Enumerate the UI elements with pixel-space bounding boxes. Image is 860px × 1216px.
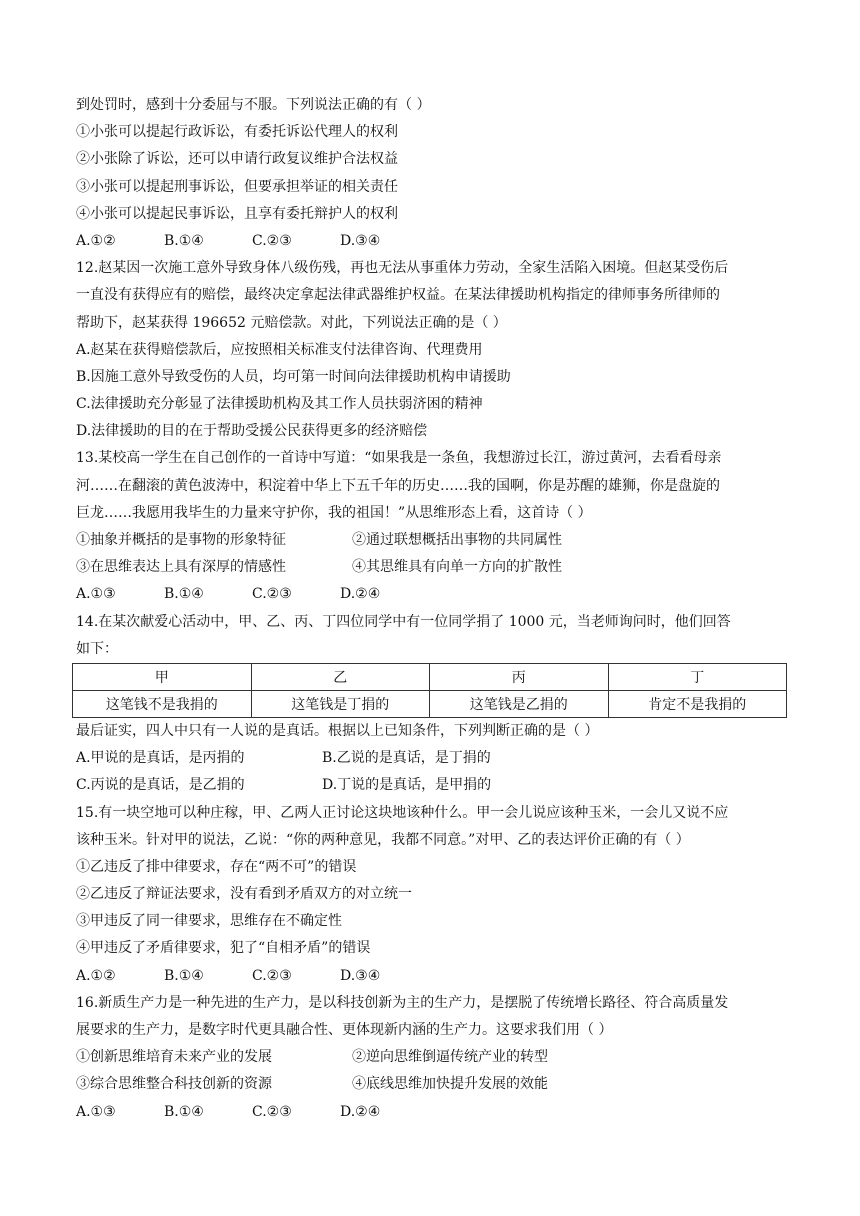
q14-header-jia: 甲 bbox=[73, 663, 252, 690]
q14-stem-line-1: 14.在某次献爱心活动中，甲、乙、丙、丁四位同学中有一位同学捐了 1000 元，当老师询问时，他们回答 bbox=[76, 613, 731, 630]
q13-item-4: ④其思维具有向单一方向的扩散性 bbox=[352, 559, 562, 576]
q13-option-a: A.①③ bbox=[76, 586, 116, 603]
q14-option-b: B.乙说的是真话，是丁捐的 bbox=[322, 750, 491, 767]
q14-header-yi: 乙 bbox=[251, 663, 430, 690]
q15-item-1: ①乙违反了排中律要求，存在“两不可”的错误 bbox=[76, 858, 357, 875]
q13-stem-line-2: 河……在翻滚的黄色波涛中，积淀着中华上下五千年的历史……我的国啊，你是苏醒的雄狮，你是盘旋的 bbox=[76, 477, 720, 494]
q13-option-b: B.①④ bbox=[164, 586, 204, 603]
q13-options bbox=[76, 581, 791, 608]
q14-options-row-2 bbox=[76, 772, 791, 799]
q12-option-d: D.法律援助的目的在于帮助受援公民获得更多的经济赔偿 bbox=[76, 423, 428, 440]
q16-option-b: B.①④ bbox=[164, 1103, 204, 1120]
q12-option-b: B.因施工意外导致受伤的人员，均可第一时间向法律援助机构申请援助 bbox=[76, 368, 511, 385]
exam-content bbox=[76, 92, 791, 1126]
q16-items-row-2 bbox=[76, 1071, 791, 1098]
q11-option-a: A.①② bbox=[76, 232, 116, 249]
q16-option-a: A.①③ bbox=[76, 1103, 116, 1120]
q11-option-c: C.②③ bbox=[252, 232, 292, 249]
q12-option-c: C.法律援助充分彰显了法律援助机构及其工作人员扶弱济困的精神 bbox=[76, 396, 483, 413]
q15-option-b: B.①④ bbox=[164, 967, 204, 984]
q15-option-c: C.②③ bbox=[252, 967, 292, 984]
q11-option-d: D.③④ bbox=[340, 232, 381, 249]
q16-option-d: D.②④ bbox=[340, 1103, 381, 1120]
q15-stem-line-1: 15.有一块空地可以种庄稼，甲、乙两人正讨论这块地该种什么。甲一会儿说应该种玉米，一会儿又说不应 bbox=[76, 804, 729, 821]
q13-option-c: C.②③ bbox=[252, 586, 292, 603]
q14-option-a: A.甲说的是真话，是丙捐的 bbox=[76, 750, 245, 767]
q12-stem-line-2: 一直没有获得应有的赔偿，最终决定拿起法律武器维护权益。在某法律援助机构指定的律师事务所律师的 bbox=[76, 287, 720, 304]
q14-table-answer-row bbox=[73, 690, 787, 717]
q12-option-a: A.赵某在获得赔偿款后，应按照相关标准支付法律咨询、代理费用 bbox=[76, 341, 483, 358]
q13-item-3: ③在思维表达上具有深厚的情感性 bbox=[76, 559, 286, 576]
q14-stem-line-2: 如下： bbox=[76, 640, 118, 657]
q15-item-2: ②乙违反了辩证法要求，没有看到矛盾双方的对立统一 bbox=[76, 886, 412, 903]
q14-header-bing: 丙 bbox=[430, 663, 609, 690]
q11-item-2: ②小张除了诉讼，还可以申请行政复议维护合法权益 bbox=[76, 151, 398, 168]
q16-item-3: ③综合思维整合科技创新的资源 bbox=[76, 1076, 272, 1093]
q13-items-row-2 bbox=[76, 554, 791, 581]
q13-stem-line-1: 13.某校高一学生在自己创作的一首诗中写道：“如果我是一条鱼，我想游过长江，游过黄河，去看看母亲 bbox=[76, 450, 722, 467]
q14-header-ding: 丁 bbox=[608, 663, 787, 690]
q14-answer-yi: 这笔钱是丁捐的 bbox=[251, 690, 430, 717]
q14-answer-bing: 这笔钱是乙捐的 bbox=[430, 690, 609, 717]
q11-option-b: B.①④ bbox=[164, 232, 204, 249]
q16-options bbox=[76, 1099, 791, 1126]
q13-stem-line-3: 巨龙……我愿用我毕生的力量来守护你，我的祖国！”从思维形态上看，这首诗（ ） bbox=[76, 504, 592, 521]
q14-answer-jia: 这笔钱不是我捐的 bbox=[73, 690, 252, 717]
q15-options bbox=[76, 963, 791, 990]
q16-item-2: ②逆向思维倒逼传统产业的转型 bbox=[352, 1049, 548, 1066]
q11-options bbox=[76, 228, 791, 255]
q15-option-d: D.③④ bbox=[340, 967, 381, 984]
q15-option-a: A.①② bbox=[76, 967, 116, 984]
q13-item-1: ①抽象并概括的是事物的形象特征 bbox=[76, 532, 286, 548]
q11-item-1: ①小张可以提起行政诉讼，有委托诉讼代理人的权利 bbox=[76, 124, 398, 141]
q14-option-c: C.丙说的是真话，是乙捐的 bbox=[76, 777, 245, 794]
q16-stem-line-1: 16.新质生产力是一种先进的生产力，是以科技创新为主的生产力，是摆脱了传统增长路径、符合高质量发 bbox=[76, 994, 729, 1011]
q15-item-4: ④甲违反了矛盾律要求，犯了“自相矛盾”的错误 bbox=[76, 940, 371, 957]
q15-stem-line-2: 该种玉米。针对甲的说法，乙说：“你的两种意见，我都不同意。”对甲、乙的表达评价正确的有（ ） bbox=[76, 831, 690, 848]
q14-answer-ding: 肯定不是我捐的 bbox=[608, 690, 787, 717]
q12-stem-line-1: 12.赵某因一次施工意外导致身体八级伤残，再也无法从事重体力劳动，全家生活陷入困境。但赵某受伤后 bbox=[76, 260, 729, 277]
q11-stem-continuation: 到处罚时，感到十分委屈与不服。下列说法正确的有（ ） bbox=[76, 97, 431, 113]
q11-item-4: ④小张可以提起民事诉讼，且享有委托辩护人的权利 bbox=[76, 205, 398, 222]
q16-items-row-1 bbox=[76, 1044, 791, 1071]
q15-item-3: ③甲违反了同一律要求，思维存在不确定性 bbox=[76, 913, 342, 930]
q14-options-row-1 bbox=[76, 745, 791, 772]
q16-option-c: C.②③ bbox=[252, 1103, 292, 1120]
q14-stem-after: 最后证实，四人中只有一人说的是真话。根据以上已知条件，下列判断正确的是（ ） bbox=[76, 722, 599, 739]
q14-option-d: D.丁说的是真话，是甲捐的 bbox=[322, 777, 492, 794]
q13-items-row-1 bbox=[76, 527, 791, 554]
q13-option-d: D.②④ bbox=[340, 586, 381, 603]
q16-item-1: ①创新思维培育未来产业的发展 bbox=[76, 1049, 272, 1066]
q11-item-3: ③小张可以提起刑事诉讼，但要承担举证的相关责任 bbox=[76, 178, 398, 195]
q14-answer-table bbox=[72, 663, 787, 718]
q12-stem-line-3: 帮助下，赵某获得 196652 元赔偿款。对此，下列说法正确的是（ ） bbox=[76, 314, 507, 331]
q13-item-2: ②通过联想概括出事物的共同属性 bbox=[352, 532, 562, 548]
q16-item-4: ④底线思维加快提升发展的效能 bbox=[352, 1076, 548, 1093]
q16-stem-line-2: 展要求的生产力，是数字时代更具融合性、更体现新内涵的生产力。这要求我们用（ ） bbox=[76, 1022, 613, 1038]
q14-table-header-row bbox=[73, 663, 787, 690]
